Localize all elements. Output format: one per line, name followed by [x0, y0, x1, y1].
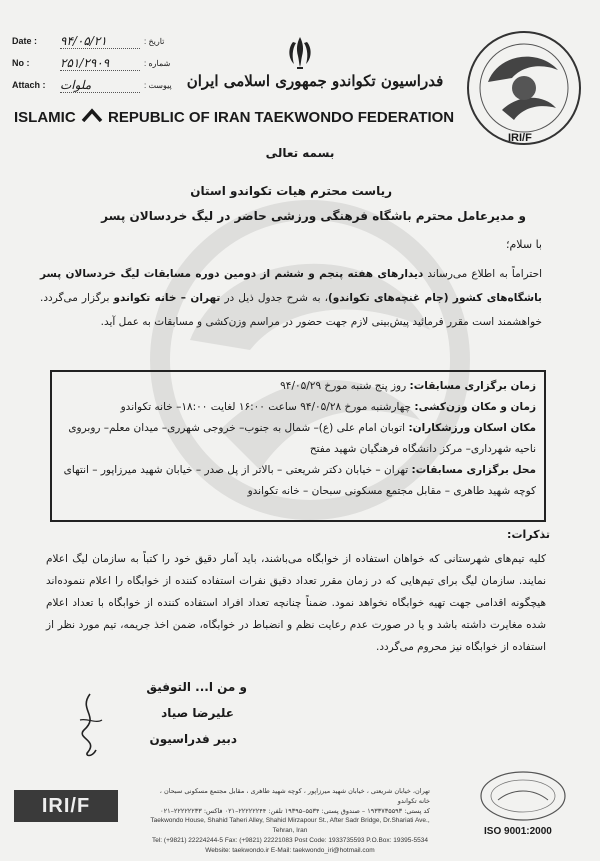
handwritten-signature — [72, 690, 106, 760]
date-value: ۹۴/۰۵/۲۱ — [60, 34, 140, 49]
number-label: No : — [12, 58, 30, 68]
footer-contact — [150, 786, 430, 856]
attach-value: ملوات — [60, 78, 140, 93]
body-part-2: دیدارهای هفته پنجم و ششم از دومین دوره مسابقات لیگ خردسالان پسر باشگاه‌های کشور (جام غنچه‌های تکواندو) — [40, 268, 543, 304]
weigh-label: زمان و مکان وزن‌کشی: — [414, 401, 536, 413]
number-label-fa: شماره : — [144, 58, 171, 68]
letter-meta — [12, 30, 172, 96]
schedule-weigh-in — [60, 397, 536, 418]
logo-caption: IRI/F — [508, 132, 532, 144]
iran-emblem-icon — [284, 34, 316, 70]
attach-label: Attach : — [12, 80, 46, 90]
schedule-box — [50, 370, 546, 522]
attach-label-fa: پیوست : — [144, 80, 172, 90]
number-row — [12, 52, 172, 74]
schedule-accommodation — [60, 418, 536, 460]
body-part-5: برگزار می‌گردد. خواهشمند است مقرر فرمائید پیش‌بینی لازم جهت حضور در مراسم وزن‌کشی و مسابقات به عمل آید. — [40, 292, 542, 328]
federation-en-part1: ISLAMIC — [14, 109, 76, 126]
addressee-line-1: ریاست محترم هیات تکواندو استان — [190, 184, 392, 198]
certification-seal — [478, 770, 568, 822]
footer-web-en: Website: taekwondo.ir E-Mail: taekwondo_iri@hotmail.com — [205, 847, 375, 854]
notes-text: کلیه تیم‌های شهرستانی که خواهان استفاده از خوابگاه می‌باشند، باید آمار دقیق خود را کتباً به سازمان لیگ اعلام نمایند. سازمان لیگ برای تیم‌هایی که در زمان مقرر تعداد دقیق نفرات استفاده کننده از خوابگاه را اعلام ننموده‌اند هیچگونه اقدامی جهت تهیه خوابگاه نخواهد نمود. ضمناً چنانچه تعداد افراد استفاده کننده از خوابگاه با تعداد اعلام شده مغایرت داشته باشد و یا در صورت عدم رعایت نظم و انضباط در خوابگاه، ضمن اخذ جریمه، تیم مورد نظر از استفاده از خوابگاه نیز محروم می‌گردد. — [46, 553, 546, 653]
number-value: ۲۵۱/۲۹۰۹ — [60, 56, 140, 71]
footer-phone-en: Tel: (+9821) 22224244-5 Fax: (+9821) 22221083 Post Code: 1933735593 P.O.Box: 19395-5534 — [152, 837, 428, 844]
time-label: زمان برگزاری مسابقات: — [409, 380, 536, 392]
letter-body — [40, 262, 542, 334]
bismillah-heading: بسمه تعالی — [265, 146, 335, 160]
venue-value: تهران – خیابان دکتر شریعتی – بالاتر از پل صدر – خیابان شهید میرزاپور – انتهای کوچه شهید طاهری – مقابل مجتمع مسکونی سبحان – خانه تکواندو — [63, 464, 536, 497]
weigh-value: چهارشنبه مورخ ۹۴/۰۵/۲۸ ساعت ۱۶:۰۰ لغایت ۱۸:۰۰– خانه تکواندو — [120, 401, 415, 413]
closing-line: و من ا... التوفیق — [146, 680, 247, 694]
footer-phone-fa: کد پستی: ۱۹۳۳۷۳۵۵۹۳ – صندوق پستی: ۵۵۳۴–۱۹۳۹۵ تلفن: ۲۲۲۲۲۲۴۴–۰۲۱ فاکس: ۲۲۲۲۲۲۳۳–۰۲۱ — [160, 807, 430, 815]
chevron-up-icon — [80, 108, 104, 122]
footer-logo: IRI/F — [14, 790, 118, 822]
signer-title: دبیر فدراسیون — [149, 732, 237, 746]
date-label: Date : — [12, 36, 38, 46]
federation-en-part2: REPUBLIC OF IRAN TAEKWONDO FEDERATION — [108, 109, 455, 126]
body-part-4: تهران – خانه تکواندو — [113, 292, 221, 304]
signer-name: علیرضا صیاد — [161, 706, 234, 720]
addressee-line-2: و مدیرعامل محترم باشگاه فرهنگی ورزشی حاضر در لیگ خردسالان پسر — [101, 209, 526, 223]
schedule-venue — [60, 460, 536, 502]
stay-value: اتوبان امام علی (ع)– شمال به جنوب– خروجی شهرری– میدان معلم– روبروی ناحیه شهرداری– مرکز دانشگاه فرهنگیان شهید مفتح — [68, 422, 536, 455]
federation-name-en — [14, 108, 464, 126]
salutation: با سلام؛ — [506, 238, 542, 251]
date-label-fa: تاریخ : — [144, 36, 165, 46]
body-part-1: احتراماً به اطلاع می‌رساند — [423, 268, 542, 280]
time-value: روز پنج شنبه مورخ ۹۴/۰۵/۲۹ — [280, 380, 410, 392]
body-part-3: ، به شرح جدول ذیل در — [220, 292, 328, 304]
notes-heading: تذکرات: — [507, 528, 550, 541]
attach-row — [12, 74, 172, 96]
schedule-time — [60, 376, 536, 397]
date-row — [12, 30, 172, 52]
iso-label: ISO 9001:2000 — [484, 826, 552, 837]
footer-address-en: Taekwondo House, Shahid Taheri Alley, Shahid Mirzapour St., After Sadr Bridge, Dr.Shariati Ave., Tehran, Iran — [150, 817, 430, 834]
federation-name-fa: فدراسیون تکواندو جمهوری اسلامی ایران — [186, 72, 444, 90]
stay-label: مکان اسکان ورزشکاران: — [408, 422, 536, 434]
footer-address-fa: تهران، خیابان شریعتی ، خیابان شهید میرزاپور ، کوچه شهید طاهری ، مقابل مجتمع مسکونی سبحان ، خانه تکواندو — [159, 787, 430, 805]
venue-label: محل برگزاری مسابقات: — [411, 464, 536, 476]
